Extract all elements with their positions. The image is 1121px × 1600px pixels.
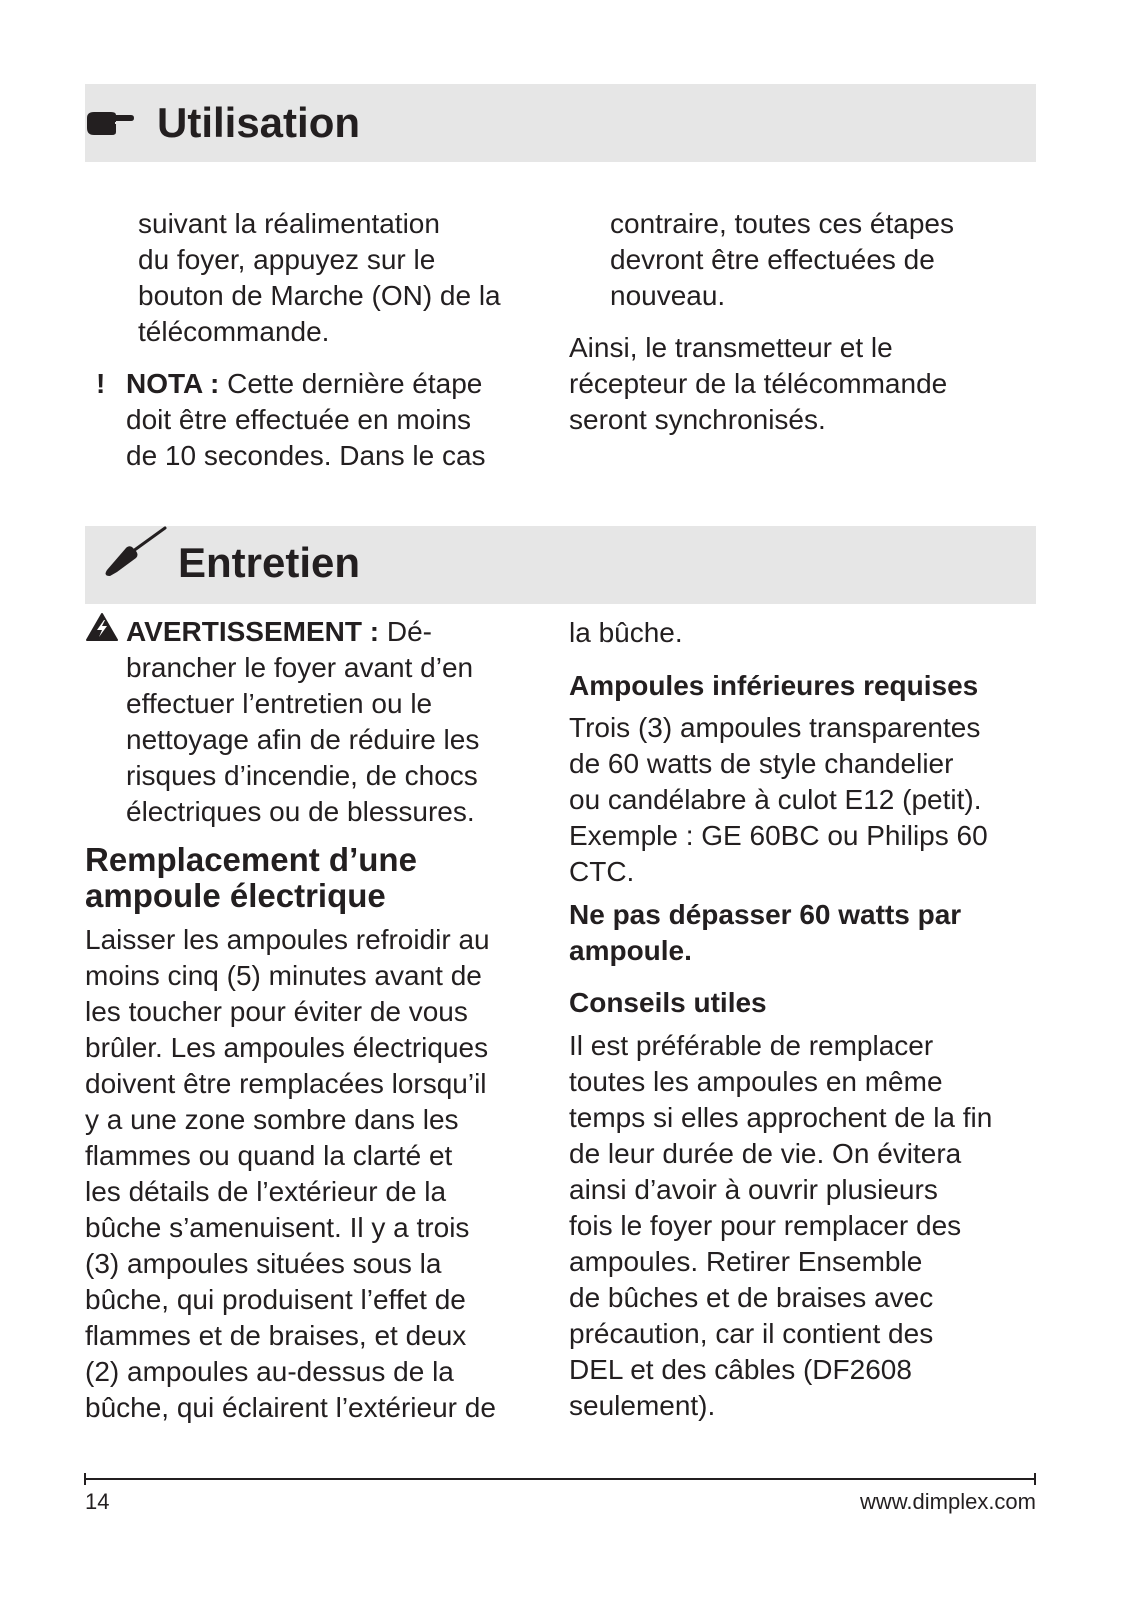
- footer-divider-tick-right: [1034, 1473, 1036, 1485]
- pointing-hand-icon: [85, 110, 135, 136]
- sync-text: Ainsi, le transmetteur et le récepteur de la télécommande seront synchronisés.: [569, 332, 948, 435]
- warning-text-first: Dé-: [379, 616, 432, 647]
- replacement-heading: Remplacement d’une ampoule électrique: [85, 841, 417, 914]
- website-link[interactable]: www.dimplex.com: [859, 1489, 1036, 1514]
- right-continuation-bulb: la bûche.: [569, 617, 683, 648]
- section-title-entretien: Entretien: [178, 539, 361, 586]
- screwdriver-icon: [103, 526, 169, 578]
- replacement-body: Laisser les ampoules refroidir au moins cinq (5) minutes avant de les toucher pour éviter de vous brûler. Les ampoules électriques doivent être remplacées lorsqu’il y a une zone sombre dans les flammes ou quand la clarté et les détails de l’extérieur de la bûche s’amenuisent. Il y a trois (3) ampoules situées sous la bûche, qui produisent l’effet de flammes et de braises, et deux (2) ampoules au-dessus de la bûche, qui éclairent l’extérieur de: [85, 924, 496, 1423]
- warning-text-rest: brancher le foyer avant d’en effectuer l’entretien ou le nettoyage afin de réduire les risques d’incendie, de chocs électriques ou de blessures.: [126, 652, 480, 827]
- warning-triangle-icon: [85, 612, 119, 642]
- note-label: NOTA :: [126, 368, 220, 399]
- section-header-entretien: [85, 526, 1036, 604]
- footer-divider: [85, 1478, 1036, 1480]
- warning-label: AVERTISSEMENT :: [126, 616, 380, 647]
- step-continuation-text: suivant la réalimentation du foyer, appuyez sur le bouton de Marche (ON) de la télécommande.: [138, 208, 501, 347]
- note-text-first: Cette dernière étape: [219, 368, 483, 399]
- bulbs-heading: Ampoules inférieures requises: [569, 670, 979, 701]
- footer-divider-tick-left: [84, 1473, 86, 1485]
- tips-body: Il est préférable de remplacer toutes les ampoules en même temps si elles approchent de la fin de leur durée de vie. On évitera ainsi d’avoir à ouvrir plusieurs fois le foyer pour remplacer des ampoules. Retirer Ensemble de bûches et de braises avec précaution, car il contient des DEL et des câbles (DF2608 seulement).: [569, 1030, 993, 1421]
- page-number: 14: [85, 1489, 110, 1514]
- section-header-utilisation: [85, 84, 1036, 162]
- right-continuation-text: contraire, toutes ces étapes devront être effectuées de nouveau.: [610, 208, 954, 311]
- bulbs-body: Trois (3) ampoules transparentes de 60 watts de style chandelier ou candélabre à culot E12 (petit). Exemple : GE 60BC ou Philips 60 CTC.: [569, 712, 988, 887]
- tips-heading: Conseils utiles: [569, 987, 767, 1018]
- note-exclamation-icon: !: [96, 368, 106, 399]
- section-title-utilisation: Utilisation: [157, 99, 361, 146]
- warning-paragraph: [126, 614, 479, 830]
- note-text-rest: doit être effectuée en moins de 10 secondes. Dans le cas: [126, 404, 486, 471]
- note-paragraph: [126, 366, 486, 474]
- watt-warning: Ne pas dépasser 60 watts par ampoule.: [569, 899, 962, 966]
